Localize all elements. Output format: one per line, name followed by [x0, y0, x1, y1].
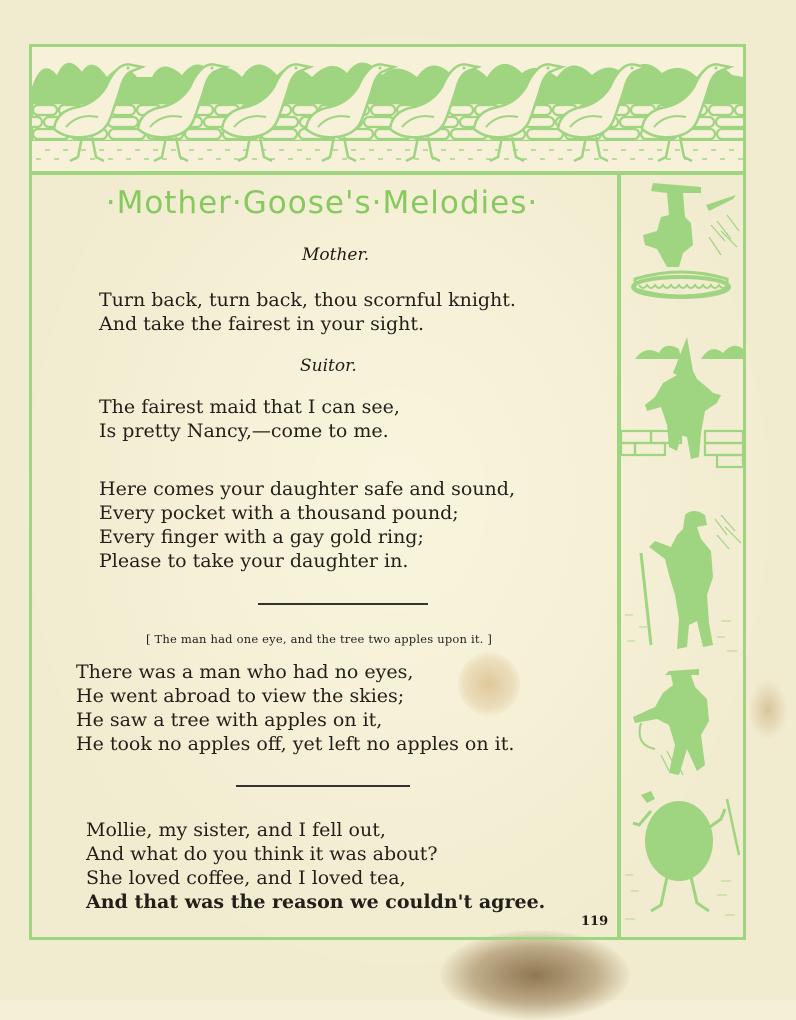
verse-line: Every pocket with a thousand pound;: [99, 502, 459, 524]
verse-line: Every finger with a gay gold ring;: [99, 526, 424, 548]
wall-stone: [716, 117, 743, 127]
coffee-stain-edge: [748, 680, 788, 740]
verse-line: She loved coffee, and I loved tea,: [86, 867, 406, 889]
speaker-label-suitor: Suitor.: [300, 356, 357, 376]
speaker-label-mother: Mother.: [302, 245, 370, 265]
page-title: ·Mother·Goose's·Melodies·: [105, 185, 539, 221]
verse-line: He saw a tree with apples on it,: [76, 709, 383, 731]
wall-stone: [603, 129, 639, 139]
verse-line: He took no apples off, yet left no apples on it.: [76, 733, 515, 755]
side-illustration-panel: [621, 175, 743, 937]
verse-mollie: [86, 818, 545, 914]
verse-mother: [99, 288, 516, 336]
page-number: 119: [581, 914, 609, 929]
wall-stone: [371, 105, 395, 115]
man-in-hat-figure: [633, 183, 739, 297]
riddle-answer-note: [ The man had one eye, and the tree two apples upon it. ]: [146, 632, 493, 646]
man-walking-figure: [633, 669, 709, 775]
verse-line: The fairest maid that I can see,: [99, 396, 400, 418]
verse-line: Is pretty Nancy,—come to me.: [99, 420, 389, 442]
wall-stone: [449, 105, 473, 115]
geese-frieze: [32, 47, 743, 171]
verse-daughter: [99, 477, 515, 573]
man-with-cane-figure: [625, 511, 741, 651]
section-divider: [258, 603, 428, 605]
section-divider: [236, 785, 410, 787]
man-on-wall-figure: [621, 337, 743, 467]
wall-stone: [735, 105, 743, 115]
humpty-figure: [625, 791, 739, 919]
verse-line: Mollie, my sister, and I fell out,: [86, 819, 386, 841]
wall-stone: [709, 105, 733, 115]
wall-stone: [527, 129, 563, 139]
verse-line: Please to take your daughter in.: [99, 550, 409, 572]
verse-suitor: [99, 395, 400, 443]
wall-stone: [108, 117, 138, 127]
wall-stone: [717, 129, 743, 139]
verse-riddle: [76, 660, 514, 756]
wall-stone: [33, 105, 57, 115]
verse-line: Here comes your daughter safe and sound,: [99, 478, 515, 500]
wall-stone: [185, 129, 221, 139]
verse-line: He went abroad to view the skies;: [76, 685, 405, 707]
verse-line: There was a man who had no eyes,: [76, 661, 414, 683]
wall-stone: [32, 117, 42, 127]
verse-line: Turn back, turn back, thou scornful knight.: [99, 289, 516, 311]
coffee-stain-bottom: [440, 930, 630, 1020]
verse-line: And what do you think it was about?: [86, 843, 438, 865]
verse-line: And that was the reason we couldn't agree.: [86, 891, 546, 913]
verse-line: And take the fairest in your sight.: [99, 313, 425, 335]
